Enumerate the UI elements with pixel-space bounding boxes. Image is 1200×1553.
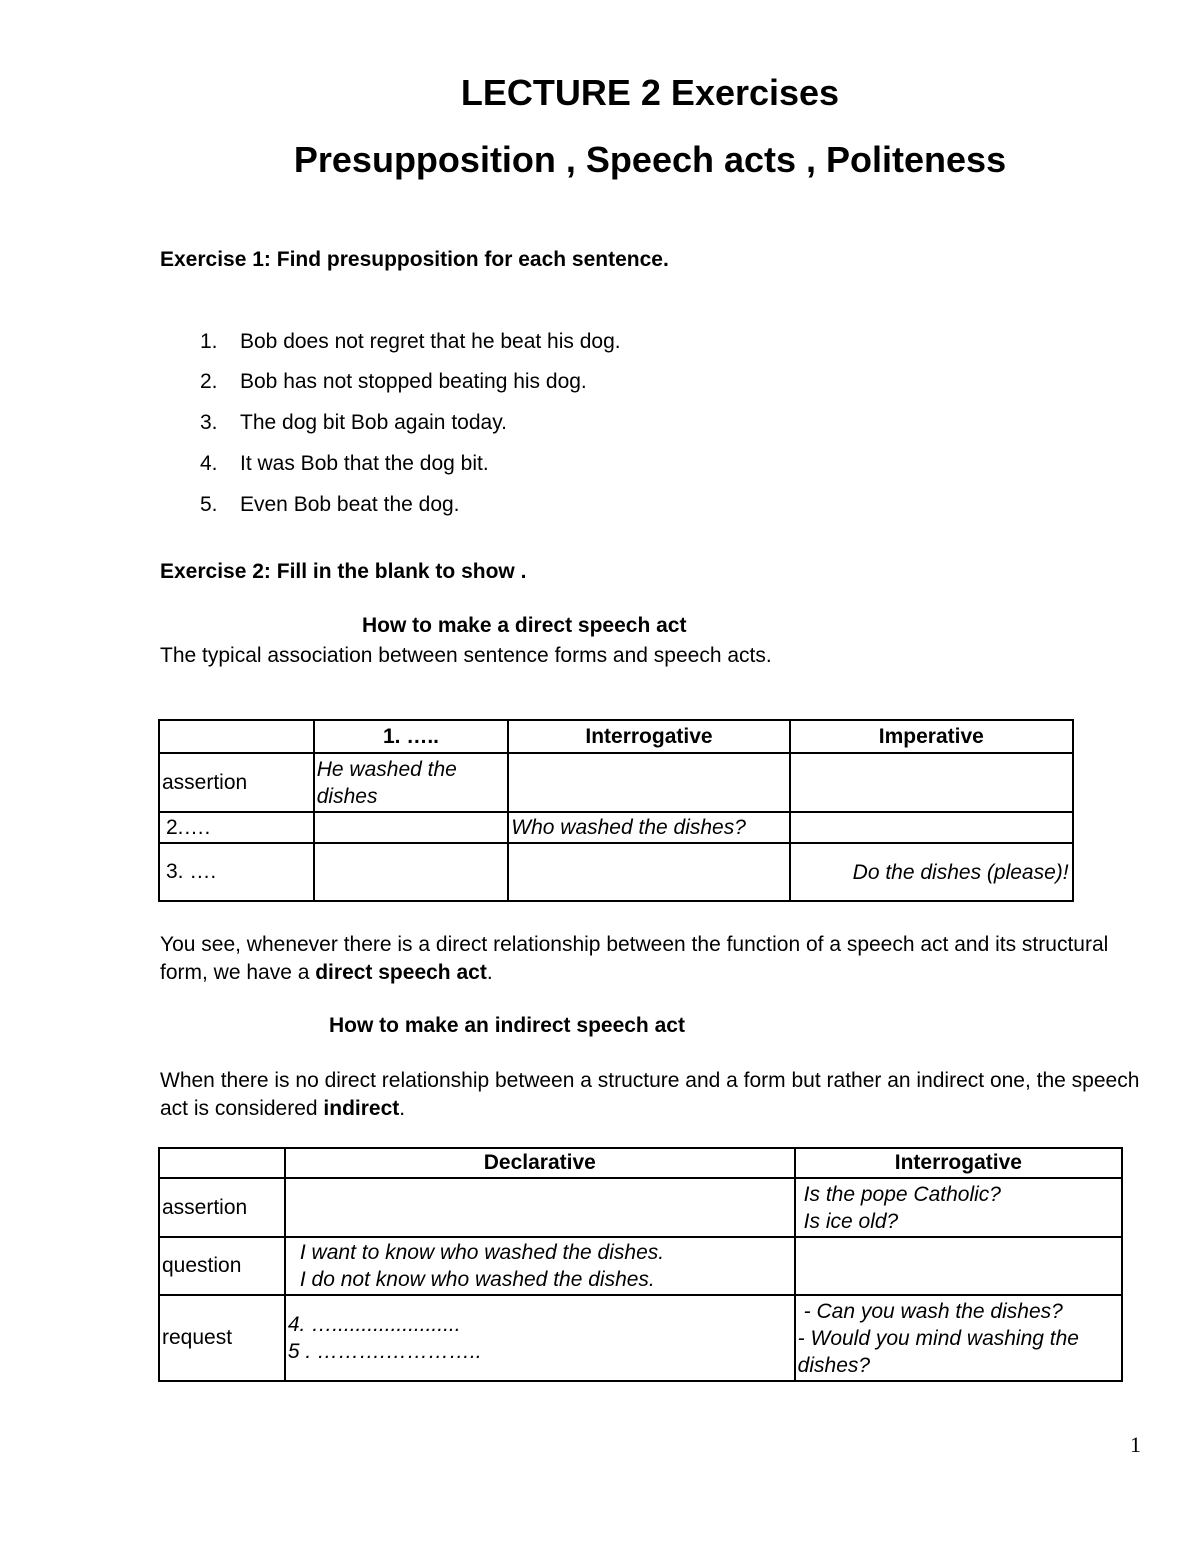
cell-line: 4. …...................... [287, 1313, 461, 1336]
list-item-number: 1. [200, 330, 218, 353]
page-title: LECTURE 2 Exercises [460, 72, 840, 113]
cell-line: I want to know who washed the dishes. [299, 1241, 665, 1264]
list-item-text: It was Bob that the dog bit. [240, 452, 489, 475]
cell-line: - Can you wash the dishes? [803, 1299, 1063, 1323]
table-cell: Do the dishes (please)! [790, 843, 1073, 901]
table-cell [790, 753, 1073, 812]
summary-text-end: . [486, 961, 493, 984]
table-cell [285, 1237, 795, 1295]
table-header: Declarative [285, 1148, 795, 1178]
table-cell [508, 843, 789, 901]
table-header: Imperative [790, 720, 1073, 753]
page-number: 1 [1130, 1432, 1141, 1457]
table-cell [795, 1178, 1122, 1237]
direct-speech-act-table [158, 719, 1074, 902]
page-subtitle: Presupposition , Speech acts , Politeness [293, 139, 1007, 180]
table-cell [790, 812, 1073, 843]
list-item-text: The dog bit Bob again today. [240, 411, 507, 434]
exercise-1-heading: Exercise 1: Find presupposition for each sentence. [160, 248, 669, 271]
table-cell: Who washed the dishes? [508, 812, 789, 843]
list-item-text: Bob does not regret that he beat his dog. [240, 330, 621, 353]
table-cell: He washed the dishes [314, 753, 509, 812]
table-cell: 3. …. [159, 843, 314, 901]
list-item-number: 3. [200, 411, 218, 434]
table-row [159, 812, 1073, 843]
list-item-number: 2. [200, 370, 218, 393]
table-row [159, 753, 1073, 812]
table-header: Interrogative [795, 1148, 1122, 1178]
list-item [200, 452, 489, 476]
table-cell [508, 753, 789, 812]
cell-line: I do not know who washed the dishes. [299, 1268, 655, 1291]
list-item-number: 5. [200, 493, 218, 516]
cell-line: Is ice old? [803, 1209, 899, 1233]
table-cell: assertion [159, 1178, 285, 1237]
list-item [200, 370, 587, 394]
table-header: 1. ….. [314, 720, 509, 753]
list-item-text: Bob has not stopped beating his dog. [240, 370, 587, 393]
direct-speech-act-intro: The typical association between sentence forms and speech acts. [160, 644, 772, 667]
exercise-2-heading: Exercise 2: Fill in the blank to show . [160, 560, 527, 583]
table-cell [285, 1178, 795, 1237]
summary-text: You see, whenever there is a direct relationship between the function of a speech act and its structural form, we have a [160, 933, 1109, 984]
indirect-speech-act-intro [160, 1067, 1160, 1123]
indirect-speech-act-heading: How to make an indirect speech act [329, 1014, 685, 1037]
list-item [200, 330, 621, 354]
indirect-speech-act-table [158, 1147, 1123, 1382]
intro-text: When there is no direct relationship between a structure and a form but rather an indirect one, the speech act is considered [160, 1069, 1140, 1120]
table-row [159, 843, 1073, 901]
cell-line: - Would you mind washing the dishes? [797, 1326, 1079, 1377]
table-row [159, 1178, 1122, 1237]
table-row [159, 1237, 1122, 1295]
summary-term: direct speech act [315, 961, 487, 984]
table-cell [795, 1295, 1122, 1381]
table-cell [314, 812, 509, 843]
list-item [200, 493, 460, 517]
intro-term: indirect [323, 1097, 400, 1120]
table-cell [285, 1295, 795, 1381]
direct-speech-act-summary [160, 931, 1160, 987]
cell-line: Is the pope Catholic? [803, 1182, 1001, 1206]
table-cell [314, 843, 509, 901]
table-header: Interrogative [508, 720, 789, 753]
list-item [200, 411, 507, 435]
list-item-text: Even Bob beat the dog. [240, 493, 460, 516]
table-header [159, 1148, 285, 1178]
table-cell: 2.…. [159, 812, 314, 843]
intro-text-end: . [399, 1097, 406, 1120]
cell-line: 5 . ……….………….. [287, 1340, 482, 1363]
table-cell: question [159, 1237, 285, 1295]
direct-speech-act-heading: How to make a direct speech act [362, 614, 687, 637]
table-header [159, 720, 314, 753]
table-row [159, 1295, 1122, 1381]
table-cell: request [159, 1295, 285, 1381]
table-cell [795, 1237, 1122, 1295]
list-item-number: 4. [200, 452, 218, 475]
table-cell: assertion [159, 753, 314, 812]
